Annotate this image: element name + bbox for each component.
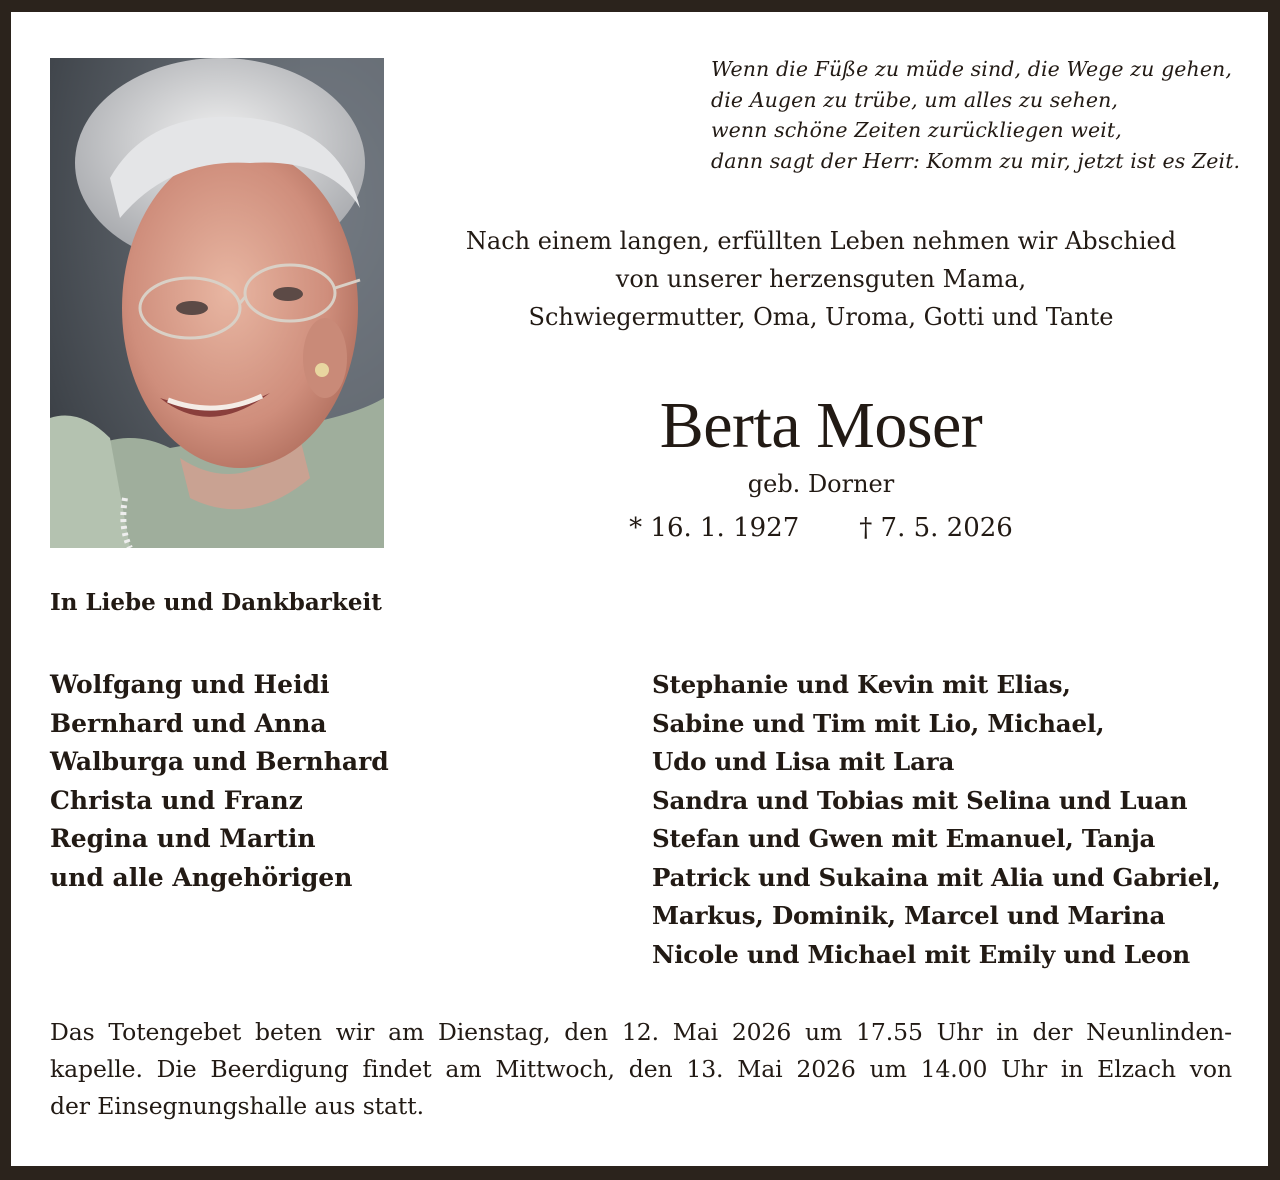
death-date: † 7. 5. 2026 (859, 513, 1013, 543)
poem-line: die Augen zu trübe, um alles zu sehen, (711, 87, 1119, 112)
dedication: In Liebe und Dankbarkeit (50, 589, 382, 616)
intro-text (391, 222, 1251, 336)
maiden-name: geb. Dorner (747, 470, 895, 498)
intro-line: Nach einem langen, erfüllten Leben nehmen wir Abschied (465, 227, 1177, 255)
service-line: kapelle. Die Beerdigung findet am Mittwoch, den 13. Mai 2026 um 14.00 Uhr in Elzach von (50, 1055, 1232, 1083)
mourner-line: Wolfgang und Heidi (50, 670, 330, 699)
service-info (50, 1014, 1232, 1125)
deceased-name: Berta Moser (659, 389, 983, 462)
mourner-line: Patrick und Sukaina mit Alia und Gabriel, (652, 862, 1221, 892)
mourners-right (652, 666, 1221, 974)
intro-line: Schwiegermutter, Oma, Uroma, Gotti und Tante (528, 303, 1114, 331)
poem (711, 54, 1261, 176)
intro-line: von unserer herzensguten Mama, (615, 265, 1027, 293)
mourner-line: Walburga und Bernhard (50, 747, 389, 776)
service-line: Das Totengebet beten wir am Dienstag, den 12. Mai 2026 um 17.55 Uhr in der Neunlinden- (50, 1018, 1232, 1046)
mourner-line: Udo und Lisa mit Lara (652, 747, 955, 776)
life-dates (391, 510, 1251, 546)
mourner-line: Sandra und Tobias mit Selina und Luan (652, 785, 1188, 815)
mourner-line: Stefan und Gwen mit Emanuel, Tanja (652, 824, 1156, 853)
mourners-left (50, 666, 389, 897)
birth-date: * 16. 1. 1927 (629, 513, 800, 543)
poem-line: Wenn die Füße zu müde sind, die Wege zu gehen, (711, 57, 1232, 81)
obituary-notice (11, 12, 1268, 1166)
poem-line: dann sagt der Herr: Komm zu mir, jetzt ist es Zeit. (711, 148, 1241, 173)
mourner-line: Regina und Martin (50, 824, 316, 853)
portrait-photo (50, 58, 384, 548)
poem-line: wenn schöne Zeiten zurückliegen weit, (711, 118, 1122, 142)
mourner-line: Markus, Dominik, Marcel und Marina (652, 901, 1166, 930)
mourner-line: Sabine und Tim mit Lio, Michael, (652, 708, 1105, 738)
mourner-line: Nicole und Michael mit Emily und Leon (652, 939, 1191, 969)
mourner-line: Bernhard und Anna (50, 708, 327, 738)
mourner-line: Stephanie und Kevin mit Elias, (652, 670, 1071, 699)
mourner-line: und alle Angehörigen (50, 862, 353, 892)
service-line: der Einsegnungshalle aus statt. (50, 1092, 424, 1120)
mourner-line: Christa und Franz (50, 785, 303, 815)
